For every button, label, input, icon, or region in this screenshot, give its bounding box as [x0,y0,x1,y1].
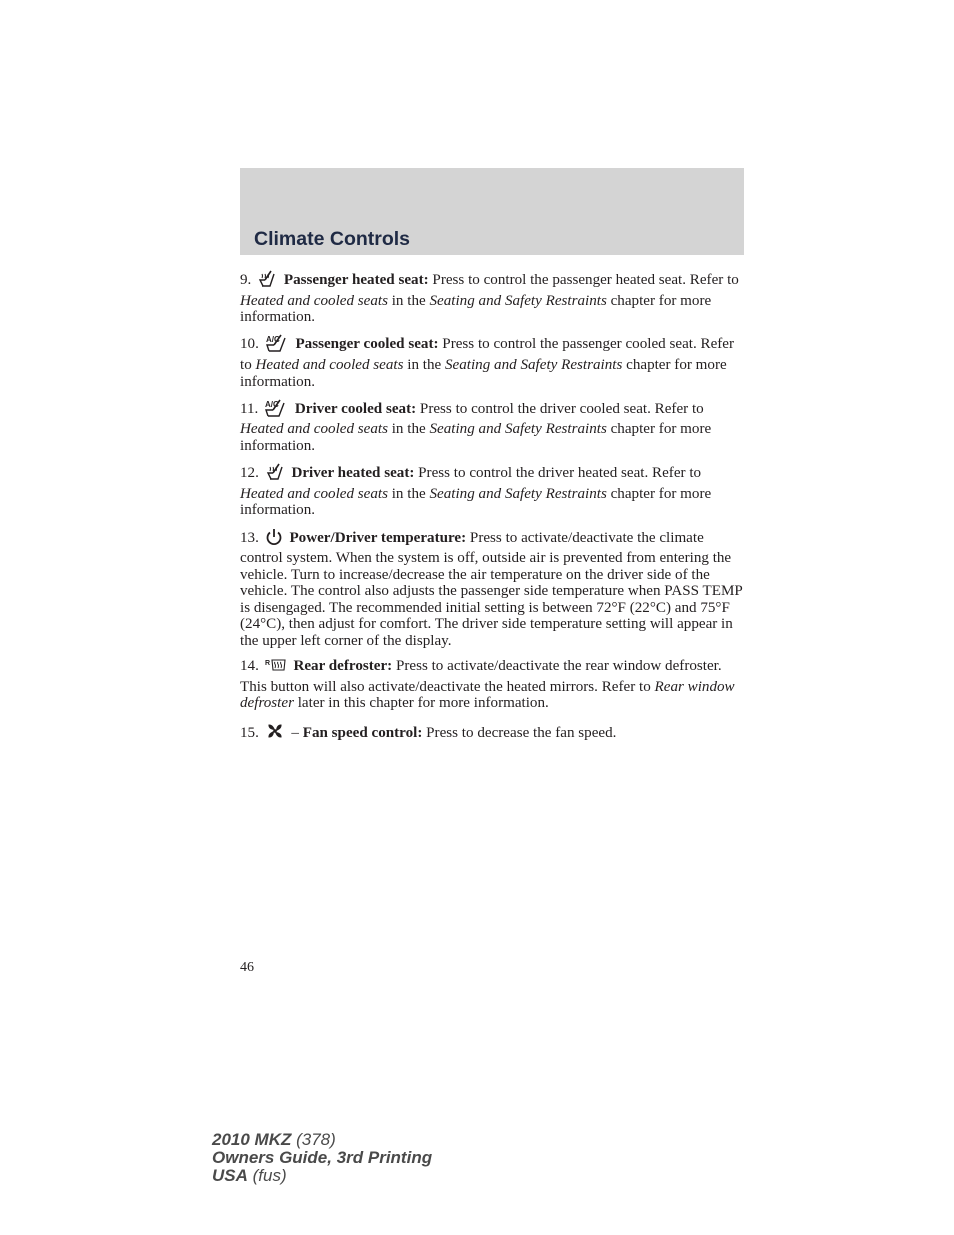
item-text: in the [387,485,430,502]
item-text: Press to control the passenger heated seat. Refer to [428,272,739,288]
heated-seat-icon [257,270,277,293]
item-number: 15. [240,724,259,741]
footer-model: 2010 MKZ [212,1130,292,1149]
item-label: Passenger cooled seat: [295,336,439,353]
item-ref: Seating and Safety Restraints [445,356,623,373]
item-text: chapter for more information. [240,292,712,326]
item-text: Press to control the driver cooled seat. Refer to [416,400,704,417]
section-header [240,168,744,255]
item-number: 11. [240,400,259,417]
item-ref: Seating and Safety Restraints [429,421,607,438]
item-text: in the [387,421,430,438]
item-ref: Heated and cooled seats [255,356,404,373]
list-item [240,528,744,650]
svg-text:A/C: A/C [265,399,279,409]
fan-icon [265,721,285,746]
list-item [240,399,744,455]
item-number: 10. [240,336,259,353]
list-item [240,270,744,326]
item-text: Press to decrease the fan speed. [422,724,617,741]
footer-guide: Owners Guide, 3rd Printing [212,1148,433,1167]
item-text: Press to activate/deactivate the climate control system. When the system is off, outside air is prevented from entering the vehicle. Turn to increase/decrease the air temperature on the driver side of the vehicle. The control also adjusts the passenger side temperature when PASS TEMP is disengaged. The recommended initial setting is between 72°F (22°C) and 75°F (24°C), then adjust for comfort. The driver side temperature setting will appear in the upper left corner of the display. [240,529,743,650]
item-label: Rear defroster: [293,658,393,675]
list-item [240,658,744,712]
item-label: Power/Driver temperature: [289,529,467,546]
item-text: chapter for more information. [240,421,712,454]
rear-defroster-icon [265,658,287,679]
item-text: Press to activate/deactivate the rear window defroster. This button will also activate/deactivate the heated mirrors. Refer to [240,658,722,695]
item-ref: Rear window defroster [240,678,735,712]
item-text: in the [403,356,445,373]
svg-text:R: R [264,660,270,668]
item-number: 13. [240,529,259,546]
item-number: 14. [240,658,259,675]
list-item [240,463,744,519]
item-ref: Heated and cooled seats [240,292,388,309]
item-ref: Heated and cooled seats [240,485,388,502]
item-text: Press to control the driver heated seat. Refer to [414,465,702,482]
list-item [240,334,744,390]
item-text: chapter for more information. [240,485,712,519]
page-number: 46 [240,960,254,975]
item-label: Passenger heated seat: [283,272,429,288]
list-item [240,721,744,746]
item-number: 12. [240,465,259,482]
ac-cooled-seat-icon [265,334,289,357]
power-icon [265,528,283,551]
item-label: Driver heated seat: [291,465,415,482]
item-label: Fan speed control: [302,724,423,741]
ac-cooled-seat-icon [264,399,288,422]
footer-region-code: (fus) [247,1166,287,1185]
svg-text:A/C: A/C [265,335,280,345]
item-ref: Seating and Safety Restraints [429,292,607,309]
item-label: Driver cooled seat: [294,400,417,417]
section-title: Climate Controls [254,228,411,250]
document-footer [212,1131,432,1185]
item-ref: Heated and cooled seats [240,421,388,438]
item-dash: – [287,724,303,741]
item-text: Press to control the passenger cooled seat. Refer to [240,336,735,373]
item-text: later in this chapter for more information. [293,695,549,712]
footer-region: USA [212,1166,248,1185]
heated-seat-icon [265,463,285,486]
item-number: 9. [240,272,252,288]
controls-list [240,270,744,754]
item-text: in the [387,292,430,309]
footer-code: (378) [291,1130,336,1149]
item-ref: Seating and Safety Restraints [429,485,607,502]
item-text: chapter for more information. [240,356,727,390]
